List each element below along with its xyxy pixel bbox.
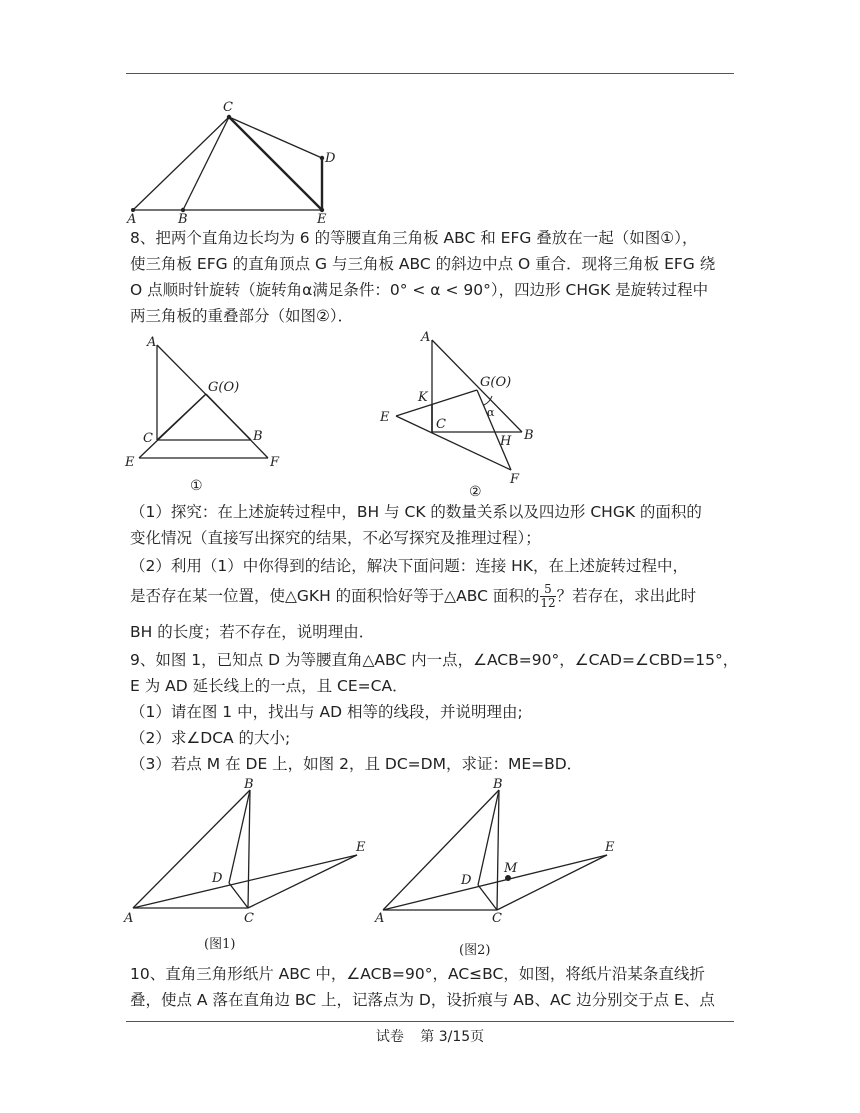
page-number: 第 3/15页 [420,1029,485,1045]
q8-figure-2 [370,325,550,500]
q10-line-2: 叠，使点 A 落在直角边 BC 上，记落点为 D，设折痕与 AB、AC 边分别交于点 E、点 [130,991,715,1009]
figure-top-geometry [124,96,344,226]
footer-rule [126,1021,734,1022]
fraction-numerator: 5 [540,583,555,597]
fraction [540,583,555,610]
page-footer [0,1026,860,1046]
label-K: K [418,390,428,405]
q8-part1-line-2: 变化情况（直接写出探究的结果，不必写探究及推理过程）； [130,529,541,547]
label-D: D [325,151,336,166]
label-H: H [500,434,512,449]
caption-fig1: (图1) [204,937,236,952]
label-B: B [253,429,263,444]
q9-sub-2: （2）求∠DCA 的大小; [130,729,291,747]
q8-line-4: 两三角板的重叠部分（如图②）． [130,307,354,325]
label-GO: G(O) [208,380,240,395]
label-E: E [125,455,135,470]
label-E: E [380,410,390,425]
label-E: E [317,212,327,227]
q8-line-2: 使三角板 EFG 的直角顶点 G 与三角板 ABC 的斜边中点 O 重合．现将三角板 EFG 绕 [130,255,716,273]
q8-part1-line-1: （1）探究：在上述旋转过程中，BH 与 CK 的数量关系以及四边形 CHGK 的面积的 [130,503,702,521]
q8-figure-1 [120,330,300,495]
fraction-denominator: 12 [540,596,556,610]
caption-2: ② [469,484,482,500]
q8-part2-line-2 [130,583,736,610]
header-rule [126,73,734,74]
label-F: F [270,455,280,470]
q9-figure-2 [370,772,630,962]
q8-part2-pre: 是否存在某一位置，使△GKH 的面积恰好等于△ABC 面积的 [130,587,540,605]
label-B: B [244,777,254,792]
label-D: D [212,871,223,886]
label-A: A [147,335,157,350]
label-C: C [436,417,446,432]
q9-sub-3: （3）若点 M 在 DE 上，如图 2，且 DC=DM，求证：ME=BD． [130,755,583,773]
label-E: E [356,840,366,855]
q9-sub-1: （1）请在图 1 中，找出与 AD 相等的线段，并说明理由; [130,703,523,721]
q9-line-1: 9、如图 1，已知点 D 为等腰直角△ABC 内一点，∠ACB=90°，∠CAD=∠CBD=15°， [130,651,739,669]
q9-figure-1 [120,772,380,957]
label-C: C [223,100,233,115]
label-B: B [524,428,534,443]
label-alpha: α [487,406,495,419]
label-A: A [375,911,385,926]
label-C: C [143,431,153,446]
label-B: B [493,777,503,792]
label-F: F [510,472,520,487]
label-GO: G(O) [480,375,512,390]
caption-fig2: (图2) [459,943,491,958]
label-A: A [421,330,431,345]
label-B: B [178,212,188,227]
q8-part2-post: ？若存在，求出此时 [556,587,697,605]
q9-line-2: E 为 AD 延长线上的一点，且 CE=CA． [130,677,408,695]
q8-line-3: O 点顺时针旋转（旋转角α满足条件：0° < α < 90°），四边形 CHGK 是旋转过程中 [130,281,709,299]
caption-1: ① [190,478,203,494]
label-C: C [492,911,502,926]
label-D: D [461,873,472,888]
footer-label: 试卷 [375,1029,404,1045]
label-A: A [127,212,137,227]
q8-line-1: 8、把两个直角边长均为 6 的等腰直角三角板 ABC 和 EFG 叠放在一起（如图①）， [130,229,698,247]
label-E: E [605,840,615,855]
label-C: C [244,911,254,926]
q8-part2-line-3: BH 的长度；若不存在，说明理由． [130,623,375,641]
label-M: M [504,861,518,876]
label-A: A [124,911,134,926]
q10-line-1: 10、直角三角形纸片 ABC 中，∠ACB=90°，AC≤BC，如图，将纸片沿某条直线折 [130,965,705,983]
q8-part2-line-1: （2）利用（1）中你得到的结论，解决下面问题：连接 HK，在上述旋转过程中， [130,557,688,575]
